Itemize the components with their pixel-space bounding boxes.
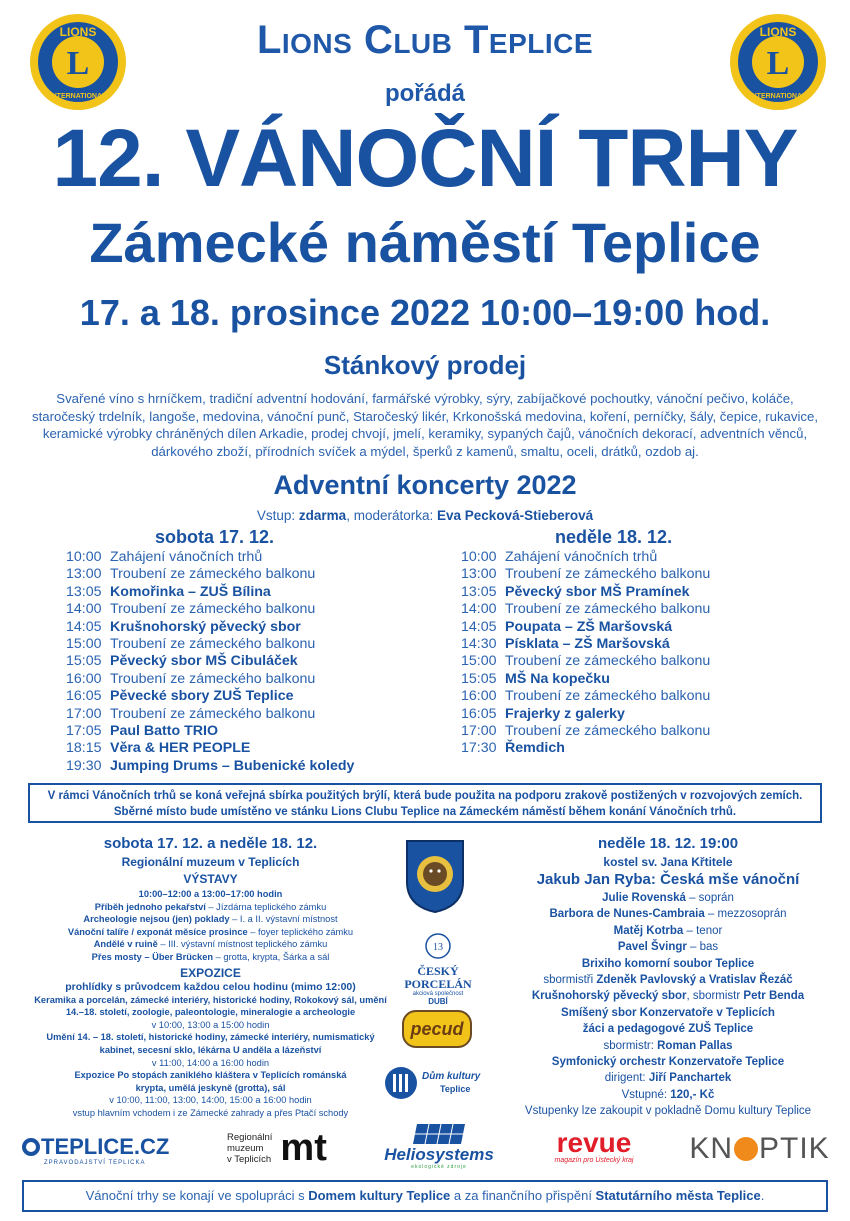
program-item bbox=[66, 671, 354, 688]
program-time: 10:00 bbox=[66, 549, 102, 565]
event-place: Zámecké náměstí Teplice bbox=[89, 211, 761, 274]
footer-c: a za finančního přispění bbox=[450, 1188, 596, 1203]
solar-panel-icon bbox=[411, 1122, 467, 1146]
program-performer: Zahájení vánočních trhů bbox=[110, 549, 263, 565]
program-time: 19:30 bbox=[66, 757, 102, 774]
program-item bbox=[66, 706, 354, 723]
revue-sub: magazín pro Ústecký kraj bbox=[554, 1156, 634, 1164]
program-item bbox=[461, 636, 710, 653]
program-performer: Řemdich bbox=[505, 740, 565, 757]
revue-logo bbox=[544, 1126, 644, 1166]
saturday-program bbox=[66, 549, 354, 775]
program-time: 14:00 bbox=[66, 601, 102, 618]
dum-kultury-name: Dům kultury bbox=[422, 1071, 481, 1082]
mt-text: mt bbox=[280, 1127, 327, 1169]
performer-line bbox=[498, 1021, 838, 1037]
program-time: 16:05 bbox=[66, 688, 102, 705]
program-time: 14:30 bbox=[461, 636, 497, 653]
program-item bbox=[66, 723, 354, 740]
exhibitions-hours: 10:00–12:00 a 13:00–17:00 hodin bbox=[138, 889, 283, 899]
program-time: 15:00 bbox=[66, 636, 102, 653]
program-performer: Krušnohorský pěvecký sbor bbox=[110, 618, 301, 635]
mass-title: Jakub Jan Ryba: Česká mše vánoční bbox=[536, 871, 800, 888]
performer-role: dirigent: bbox=[604, 1072, 649, 1085]
teplice-cz-ring-icon bbox=[22, 1138, 40, 1156]
performer-line bbox=[498, 939, 838, 955]
performer-name: Barbora de Nunes-Cambraia bbox=[549, 908, 705, 921]
sunday-program bbox=[461, 549, 710, 758]
notice-line-1: V rámci Vánočních trhů se koná veřejná sbírka použitých brýlí, která bude použita na podporu zrakově postižených v rozvojových zemích. bbox=[47, 790, 803, 802]
program-performer: Písklata – ZŠ Maršovská bbox=[505, 636, 670, 653]
heliosystems-logo bbox=[384, 1120, 494, 1172]
performer-name: Petr Benda bbox=[743, 990, 805, 1003]
program-performer: Zahájení vánočních trhů bbox=[505, 549, 658, 565]
exhibition-item bbox=[28, 951, 393, 964]
program-performer: Frajerky z galerky bbox=[505, 705, 625, 722]
dum-kultury-city: Teplice bbox=[440, 1084, 471, 1094]
muzeum-logo bbox=[227, 1128, 347, 1168]
program-performer: Jumping Drums – Bubenické koledy bbox=[110, 757, 355, 774]
program-performer: Pěvecký sbor MŠ Cibuláček bbox=[110, 653, 298, 670]
program-time: 13:00 bbox=[66, 566, 102, 583]
program-item bbox=[461, 584, 710, 601]
exhibitions-label: VÝSTAVY bbox=[183, 872, 238, 886]
club-name: Lions Club Teplice bbox=[256, 18, 594, 62]
performer-role: Vstupenky lze zakoupit v pokladně Domu kultury Teplice bbox=[524, 1105, 812, 1118]
exhibition-name: Vánoční talíře / exponát měsíce prosince bbox=[67, 926, 248, 937]
pecud-logo bbox=[402, 1010, 472, 1048]
program-item bbox=[66, 636, 354, 653]
program-performer: Troubení ze zámeckého balkonu bbox=[110, 670, 316, 687]
cesky-porcelan-logo bbox=[383, 932, 493, 1006]
muzeum-l3: v Teplicích bbox=[227, 1153, 272, 1165]
performer-role: sbormistr: bbox=[603, 1039, 658, 1052]
program-time: 15:05 bbox=[461, 670, 497, 687]
performer-line bbox=[498, 956, 838, 972]
program-item bbox=[461, 619, 710, 636]
svg-text:L: L bbox=[66, 45, 90, 82]
performer-role: – mezzosoprán bbox=[704, 908, 787, 921]
entry-value: zdarma bbox=[298, 508, 347, 523]
program-performer: Troubení ze zámeckého balkonu bbox=[110, 566, 316, 583]
program-performer: Troubení ze zámeckého balkonu bbox=[505, 723, 711, 740]
performer-line bbox=[498, 906, 838, 922]
performer-line bbox=[498, 1005, 838, 1021]
performer-name: Roman Pallas bbox=[657, 1039, 733, 1052]
program-performer: Troubení ze zámeckého balkonu bbox=[110, 705, 316, 722]
performer-name: Julie Rovenská bbox=[602, 892, 686, 904]
program-performer: Troubení ze zámeckého balkonu bbox=[505, 601, 711, 618]
program-item bbox=[461, 706, 710, 723]
exhibition-item bbox=[28, 938, 393, 951]
exhibition-name: Archeologie nejsou (jen) poklady bbox=[83, 914, 230, 925]
program-item bbox=[66, 758, 354, 775]
program-time: 14:00 bbox=[461, 601, 497, 618]
program-time: 13:05 bbox=[461, 583, 497, 600]
program-performer: Troubení ze zámeckého balkonu bbox=[110, 601, 316, 618]
performer-role: sbormistři bbox=[543, 974, 597, 987]
performer-line bbox=[498, 988, 838, 1004]
footer-e: . bbox=[760, 1188, 765, 1203]
helio-text: Heliosystems bbox=[384, 1145, 494, 1164]
exhibition-item bbox=[28, 913, 393, 926]
program-time: 16:00 bbox=[66, 670, 102, 687]
saturday-heading: sobota 17. 12. bbox=[155, 527, 275, 547]
performer-name: Smíšený sbor Konzervatoře v Teplicích bbox=[561, 1006, 775, 1019]
exhibition-name: Příběh jednoho pekařství bbox=[94, 901, 206, 912]
exhibition-list bbox=[28, 901, 393, 964]
performer-line bbox=[498, 923, 838, 939]
museum-section bbox=[28, 834, 393, 1120]
revue-text: revue bbox=[556, 1126, 632, 1158]
dum-kultury-logo bbox=[384, 1066, 494, 1100]
sponsor-logo-bar bbox=[22, 1120, 828, 1175]
teplice-cz-logo bbox=[22, 1132, 187, 1168]
performer-role: Vstupné: bbox=[621, 1088, 671, 1101]
museum-heading: sobota 17. 12. a neděle 18. 12. bbox=[103, 835, 318, 852]
muzeum-l2: muzeum bbox=[227, 1142, 264, 1154]
performer-name: Jiří Panchartek bbox=[648, 1072, 732, 1085]
helio-sub: ekologické zdroje bbox=[411, 1164, 467, 1170]
program-performer: Troubení ze zámeckého balkonu bbox=[505, 688, 711, 705]
knoptik-b: PTIK bbox=[759, 1132, 830, 1165]
performer-role: – bas bbox=[686, 941, 719, 954]
event-title: 12. VÁNOČNÍ TRHY bbox=[52, 113, 798, 204]
notice-line-2: Sběrné místo bude umístěno ve stánku Lions Clubu Teplice na Zámeckém náměstí během konání Vánočních trhů. bbox=[113, 806, 737, 818]
svg-text:13: 13 bbox=[433, 942, 443, 953]
performer-line bbox=[498, 1087, 838, 1103]
concerts-heading: Adventní koncerty 2022 bbox=[273, 470, 577, 500]
program-time: 18:15 bbox=[66, 740, 102, 757]
program-time: 13:05 bbox=[66, 583, 102, 600]
expozice-label: EXPOZICE bbox=[180, 965, 241, 980]
program-item bbox=[66, 740, 354, 757]
porcelan-sub: akciová společnost bbox=[412, 991, 464, 997]
program-performer: Poupata – ZŠ Maršovská bbox=[505, 618, 673, 635]
svg-text:INTERNATIONAL: INTERNATIONAL bbox=[49, 93, 107, 100]
performer-line bbox=[498, 1103, 838, 1119]
program-performer: Troubení ze zámeckého balkonu bbox=[505, 653, 711, 670]
moderator-name: Eva Pecková-Stieberová bbox=[437, 508, 594, 523]
stalls-description: Svařené víno s hrníčkem, tradiční adventní hodování, farmářské výrobky, sýry, zabíjačkové pochoutky, vánoční pečivo, koláče, staročeský trdelník, langoše, medovina, vánoční punč, Staročeský likér, Krkonošská medovina, koření, perníčky, šály, čepice, rukavice, keramické výrobky chráněných dílen Arkadie, prodej chvojí, jmelí, keramiky, sypaných čajů, vánočních dekorací, adventních věnců, dárkového zboží, přírodních svíček a mýdel, šperků z kamenů, smaltu, oceli, drátků, ozdob aj. bbox=[32, 391, 818, 459]
program-time: 15:00 bbox=[461, 653, 497, 670]
footer-b: Domem kultury Teplice bbox=[308, 1188, 451, 1203]
performer-name: Krušnohorský pěvecký sbor bbox=[531, 990, 687, 1003]
performer-line bbox=[498, 1054, 838, 1070]
program-item bbox=[66, 653, 354, 670]
program-time: 13:00 bbox=[461, 566, 497, 583]
teplice-coat-of-arms bbox=[404, 838, 466, 914]
exhibition-place: – foyer teplického zámku bbox=[247, 926, 354, 937]
exhibition-place: – I. a II. výstavní místnost bbox=[229, 914, 338, 925]
expozice-2-times: v 11:00, 14:00 a 16:00 hodin bbox=[151, 1057, 270, 1068]
program-time: 16:00 bbox=[461, 688, 497, 705]
program-performer: Troubení ze zámeckého balkonu bbox=[505, 566, 711, 583]
knoptik-logo bbox=[687, 1132, 832, 1166]
program-time: 10:00 bbox=[461, 549, 497, 565]
program-time: 17:00 bbox=[461, 723, 497, 740]
program-item bbox=[66, 549, 354, 566]
program-item bbox=[461, 688, 710, 705]
concerts-entry bbox=[0, 508, 850, 523]
expozice-3-times: v 10:00, 11:00, 13:00, 14:00, 15:00 a 16:00 hodin bbox=[109, 1095, 312, 1106]
expozice-3-note: vstup hlavním vchodem i ze Zámecké zahrady a přes Ptačí schody bbox=[72, 1107, 349, 1118]
svg-text:LIONS: LIONS bbox=[59, 25, 97, 39]
sunday-heading: neděle 18. 12. bbox=[555, 527, 673, 547]
glasses-collection-notice bbox=[28, 783, 822, 823]
program-item bbox=[461, 566, 710, 583]
svg-text:LIONS: LIONS bbox=[759, 25, 797, 39]
expozice-3: Expozice Po stopách zaniklého kláštera v Teplicích románská krypta, umělá jeskyně (grotta), sál bbox=[74, 1070, 347, 1093]
program-time: 15:05 bbox=[66, 653, 102, 670]
mass-section bbox=[498, 834, 838, 1120]
expozice-2: Umění 14. – 18. století, historické hodiny, zámecké interiéry, numismatický kabinet, secesní sklo, lékárna U anděla a lázeňství bbox=[46, 1032, 375, 1055]
mass-church: kostel sv. Jana Křtitele bbox=[603, 855, 733, 869]
exhibition-place: – grotta, krypta, Šárka a sál bbox=[213, 951, 330, 962]
svg-text:INTERNATIONAL: INTERNATIONAL bbox=[749, 93, 807, 100]
muzeum-l1: Regionální bbox=[227, 1131, 273, 1143]
event-date: 17. a 18. prosince 2022 10:00–19:00 hod. bbox=[79, 292, 771, 333]
expozice-1: Keramika a porcelán, zámecké interiéry, historické hodiny, Rokokový sál, umění 14.–18. století, zoologie, paleontologie, mineralogie a archeologie bbox=[34, 994, 387, 1018]
performer-role: – tenor bbox=[683, 924, 723, 937]
performer-name: Brixiho komorní soubor Teplice bbox=[581, 957, 755, 970]
program-item bbox=[461, 740, 710, 757]
performer-role: , sbormistr bbox=[686, 990, 744, 1003]
program-item bbox=[66, 601, 354, 618]
mass-heading: neděle 18. 12. 19:00 bbox=[597, 835, 739, 852]
performer-line bbox=[498, 972, 838, 988]
footer-note bbox=[22, 1180, 828, 1212]
footer-a: Vánoční trhy se konají ve spolupráci s bbox=[85, 1188, 309, 1203]
teplice-cz-text: TEPLICE.CZ bbox=[41, 1134, 170, 1159]
performer-line bbox=[498, 890, 838, 906]
knoptik-o-icon bbox=[734, 1137, 758, 1161]
mass-performers bbox=[498, 890, 838, 1120]
program-performer: Věra & HER PEOPLE bbox=[110, 740, 251, 757]
moderator-label: , moderátorka: bbox=[346, 508, 434, 523]
program-performer: Paul Batto TRIO bbox=[110, 723, 218, 740]
program-item bbox=[461, 723, 710, 740]
porcelan-city: DUBÍ bbox=[428, 997, 448, 1006]
entry-label: Vstup: bbox=[256, 508, 296, 523]
museum-name: Regionální muzeum v Teplicích bbox=[121, 855, 300, 869]
expozice-1-times: v 10:00, 13:00 a 15:00 hodin bbox=[151, 1019, 270, 1030]
program-item bbox=[461, 671, 710, 688]
performer-name: 120,- Kč bbox=[670, 1088, 715, 1101]
exhibition-name: Andělé v ruině bbox=[93, 939, 158, 950]
exhibition-place: – III. výstavní místnost teplického zámku bbox=[157, 939, 328, 950]
program-time: 14:05 bbox=[461, 618, 497, 635]
program-performer: Troubení ze zámeckého balkonu bbox=[110, 636, 316, 653]
performer-name: žáci a pedagogové ZUŠ Teplice bbox=[582, 1023, 754, 1036]
program-performer: Pěvecký sbor MŠ Pramínek bbox=[505, 583, 690, 600]
program-time: 17:30 bbox=[461, 740, 497, 757]
exhibition-item bbox=[28, 901, 393, 914]
teplice-cz-sub: ZPRAVODAJSTVÍ TEPLICKA bbox=[44, 1160, 146, 1166]
performer-name: Zdeněk Pavlovský a Vratislav Řezáč bbox=[596, 974, 793, 987]
knoptik-a: KN bbox=[689, 1132, 733, 1165]
program-time: 17:05 bbox=[66, 723, 102, 740]
program-performer: Komořinka – ZUŠ Bílina bbox=[110, 583, 271, 600]
footer-d: Statutárního města Teplice bbox=[595, 1188, 761, 1203]
performer-role: – soprán bbox=[685, 892, 734, 904]
porcelain-emblem-icon bbox=[423, 932, 453, 960]
porcelan-name: ČESKÝ PORCELÁN bbox=[404, 964, 472, 991]
stalls-heading: Stánkový prodej bbox=[323, 350, 527, 380]
program-item bbox=[461, 653, 710, 670]
expozice-sub: prohlídky s průvodcem každou celou hodinu (mimo 12:00) bbox=[65, 980, 356, 993]
organizer-text: pořádá bbox=[384, 80, 465, 107]
exhibition-item bbox=[28, 926, 393, 939]
program-performer: MŠ Na kopečku bbox=[505, 670, 610, 687]
performer-name: Pavel Švingr bbox=[617, 941, 687, 954]
svg-text:L: L bbox=[766, 45, 790, 82]
performer-name: Matěj Kotrba bbox=[613, 924, 684, 937]
exhibition-name: Přes mosty – Über Brücken bbox=[91, 951, 214, 962]
program-item bbox=[66, 688, 354, 705]
program-item bbox=[461, 601, 710, 618]
program-time: 14:05 bbox=[66, 618, 102, 635]
performer-line bbox=[498, 1070, 838, 1086]
performer-name: Symfonický orchestr Konzervatoře Teplice bbox=[551, 1056, 785, 1069]
dum-kultury-icon bbox=[384, 1066, 418, 1100]
program-time: 17:00 bbox=[66, 705, 102, 722]
program-item bbox=[66, 566, 354, 583]
exhibition-place: – Jízdárna teplického zámku bbox=[205, 901, 327, 912]
performer-line bbox=[498, 1038, 838, 1054]
program-item bbox=[66, 584, 354, 601]
program-item bbox=[66, 619, 354, 636]
program-item bbox=[461, 549, 710, 566]
program-performer: Pěvecké sbory ZUŠ Teplice bbox=[110, 688, 294, 705]
pecud-text: pecud bbox=[410, 1018, 464, 1039]
program-time: 16:05 bbox=[461, 705, 497, 722]
